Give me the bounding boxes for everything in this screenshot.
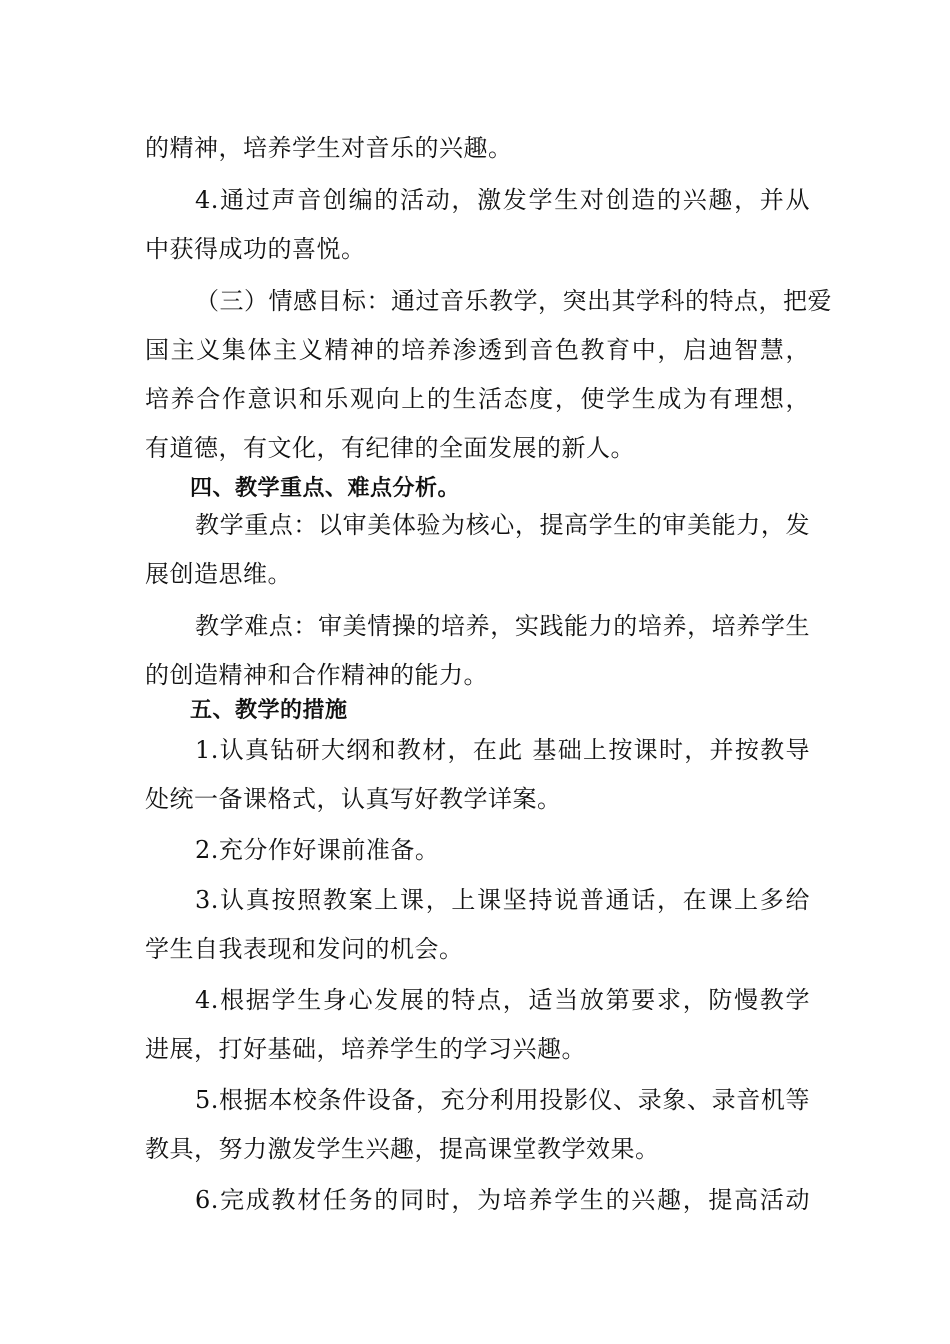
text-line: （三）情感目标：通过音乐教学，突出其学科的特点，把爱 [195, 287, 832, 315]
text-line: 国主义集体主义精神的培养渗透到音色教育中，启迪智慧， [145, 336, 810, 364]
text-line: 进展，打好基础，培养学生的学习兴趣。 [145, 1035, 586, 1063]
text-line: 教具，努力激发学生兴趣，提高课堂教学效果。 [145, 1135, 660, 1163]
text-line: 3.认真按照教案上课，上课坚持说普通话，在课上多给 [195, 886, 810, 914]
text-line: 的创造精神和合作精神的能力。 [145, 661, 488, 689]
text-line: 6.完成教材任务的同时，为培养学生的兴趣，提高活动 [195, 1186, 810, 1214]
text-line: 有道德，有文化，有纪律的全面发展的新人。 [145, 434, 635, 462]
text-line: 教学难点：审美情操的培养，实践能力的培养，培养学生 [195, 612, 810, 640]
text-line: 的精神，培养学生对音乐的兴趣。 [145, 134, 513, 162]
text-line: 4.根据学生身心发展的特点，适当放第要求，防慢教学 [195, 986, 810, 1014]
text-line: 教学重点：以审美体验为核心，提高学生的审美能力，发 [195, 511, 810, 539]
text-line: 学生自我表现和发问的机会。 [145, 935, 464, 963]
section-heading: 五、教学的措施 [190, 698, 348, 723]
text-line: 展创造思维。 [145, 560, 292, 588]
text-line: 处统一备课格式，认真写好教学详案。 [145, 785, 562, 813]
text-line: 中获得成功的喜悦。 [145, 235, 366, 263]
text-line: 培养合作意识和乐观向上的生活态度，使学生成为有理想， [145, 385, 810, 413]
text-line: 5.根据本校条件设备，充分利用投影仪、录象、录音机等 [195, 1086, 810, 1114]
section-heading: 四、教学重点、难点分析。 [190, 476, 461, 501]
text-line: 2.充分作好课前准备。 [195, 836, 440, 864]
text-line: 1.认真钻研大纲和教材，在此 基础上按课时，并按教导 [195, 736, 810, 764]
text-line: 4.通过声音创编的活动，激发学生对创造的兴趣，并从 [195, 186, 810, 214]
